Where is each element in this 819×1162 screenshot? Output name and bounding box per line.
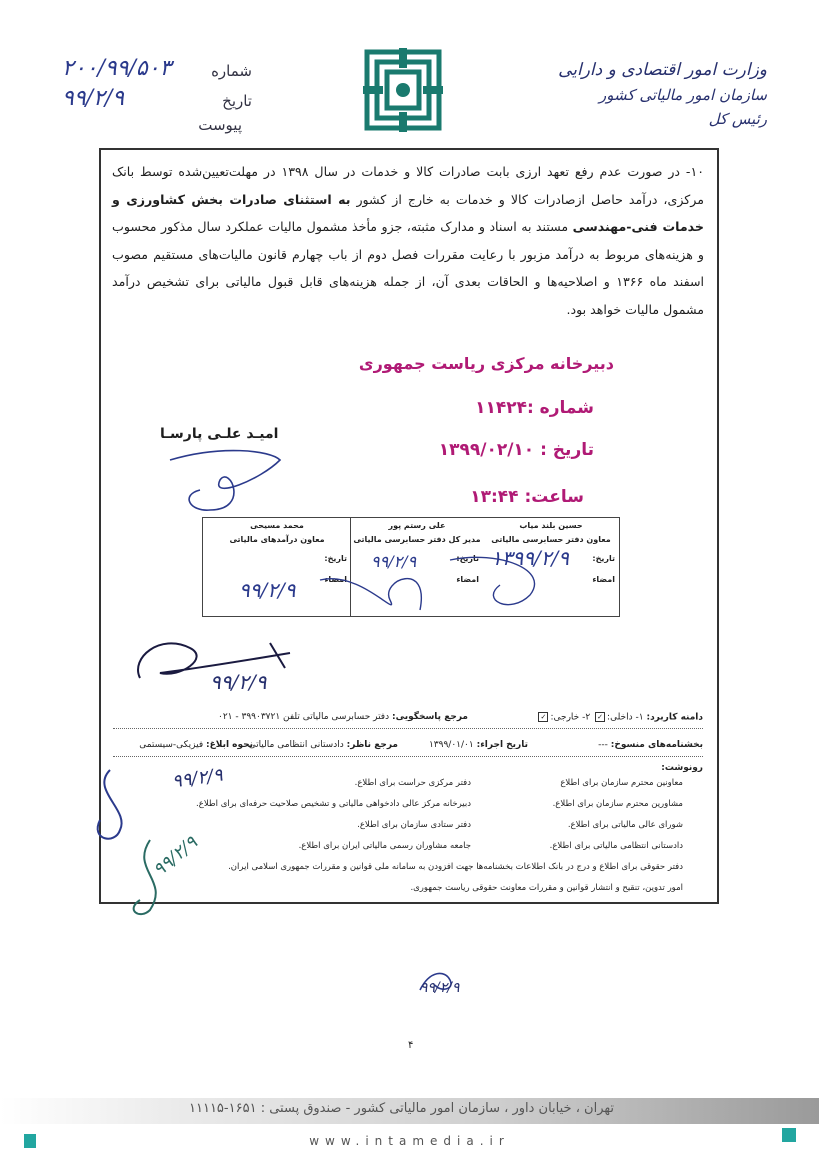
header-fields bbox=[62, 56, 252, 136]
exec-date-label: تاریخ اجراء: bbox=[476, 740, 528, 750]
external-label: ۲- خارجی: bbox=[550, 712, 591, 723]
attachment-label: پیوست bbox=[198, 116, 242, 134]
signer-name: امیـد علـی پارسـا bbox=[160, 426, 279, 442]
sign-col-sign-label: امضاء bbox=[456, 575, 479, 584]
handwritten-date: ۹۹/۲/۹ bbox=[210, 670, 267, 694]
cc-item: جامعه مشاوران رسمی مالیاتی ایران برای اطلاع. bbox=[298, 841, 471, 851]
sign-col-date-label: تاریخ: bbox=[592, 554, 615, 563]
sign-col-role: معاون درآمدهای مالیاتی bbox=[229, 535, 325, 544]
cc-item: امور تدوین، تنقیح و انتشار قوانین و مقررات معاونت حقوقی ریاست جمهوری. bbox=[410, 883, 683, 893]
footer-address: تهران ، خیابان داور ، سازمان امور مالیاتی کشور - صندوق پستی : ۱۶۵۱-۱۱۱۱۵ bbox=[189, 1101, 614, 1116]
cc-item: دفتر حقوقی برای اطلاع و درج در بانک اطلاعات بخشنامه‌ها جهت افزودن به سامانه ملی قوانین و مقررات جمهوری اسلامی ایران. bbox=[228, 862, 683, 872]
supervisor-label: مرجع ناظر: bbox=[346, 740, 398, 750]
exec-date-value: ۱۳۹۹/۰۱/۰۱ bbox=[428, 740, 474, 750]
date-value: ۹۹/۲/۹ bbox=[62, 86, 125, 111]
sign-col-sign-label: امضاء bbox=[324, 575, 347, 584]
tax-organization-logo bbox=[363, 48, 443, 132]
external-checkbox: ✓ bbox=[538, 712, 548, 722]
organization-name: سازمان امور مالیاتی کشور bbox=[599, 86, 767, 104]
notify-label: نحوه ابلاغ: bbox=[206, 740, 253, 750]
item-10-text-part2: مستند به اسناد و مدارک مثبته، جزو مأخذ مشمول مالیات عملکرد سال مذکور محسوب و هزینه‌های مربوط به درآمد مزبور با رعایت مقررات فصل دوم از باب چهارم قانون مالیات‌های مستقیم مصوب اسفند ماه ۱۳۶۶ و اصلاحیه‌ها و الحاقات بعدی آن، از جمله هزینه‌های قابل قبول مالیاتی برای تشخیص درآمد مشمول مالیات خواهد بود. bbox=[112, 219, 704, 317]
sign-col-handwritten-date: ۱۳۹۹/۲/۹ bbox=[491, 546, 569, 570]
sign-col-role: مدیر کل دفتر حسابرسی مالیاتی bbox=[353, 535, 481, 544]
reference-label: مرجع پاسخگویی: bbox=[392, 712, 468, 722]
cc-item: دفتر مرکزی حراست برای اطلاع. bbox=[354, 778, 471, 788]
cc-item: شورای عالی مالیاتی برای اطلاع. bbox=[567, 820, 683, 830]
reference-field bbox=[218, 712, 468, 722]
number-label: شماره bbox=[211, 62, 252, 80]
cc-heading: رونوشت: bbox=[661, 763, 703, 773]
cc-item: معاونین محترم سازمان برای اطلاع bbox=[560, 778, 683, 788]
repealed-value: --- bbox=[598, 740, 608, 750]
meta-row-2 bbox=[113, 736, 703, 757]
margin-note-green: ۹۹/۲/۹ bbox=[149, 832, 202, 881]
repealed-label: بخشنامه‌های منسوخ: bbox=[610, 740, 703, 750]
supervisor-value: دادستانی انتظامی مالیاتی bbox=[248, 740, 344, 750]
sign-col-role: معاون دفتر حسابرسی مالیاتی bbox=[491, 535, 611, 544]
number-value: ۲۰۰/۹۹/۵۰۳ bbox=[62, 56, 172, 81]
internal-checkbox: ✓ bbox=[595, 712, 605, 722]
ministry-name: وزارت امور اقتصادی و دارایی bbox=[558, 60, 767, 80]
repealed-field bbox=[598, 740, 703, 750]
corner-mark-right bbox=[782, 1128, 796, 1142]
sign-col-name: علی رستم پور bbox=[388, 521, 446, 530]
sign-col-sign-label: امضاء bbox=[592, 575, 615, 584]
item-10-bold-exception: به استثنای صادرات بخش کشاورزی و خدمات فنی-مهندسی bbox=[112, 191, 704, 234]
margin-note-blue: ۹۹/۲/۹ bbox=[170, 764, 225, 793]
sign-col-name: حسین بلند میاب bbox=[519, 521, 583, 530]
corner-mark-left bbox=[24, 1134, 36, 1148]
sign-col-handwritten-date: ۹۹/۲/۹ bbox=[371, 552, 417, 571]
item-10-text-part1: ۱۰- در صورت عدم رفع تعهد ارزی بابت صادرات کالا و خدمات در سال ۱۳۹۸ در مهلت‌تعیین‌شده توسط بانک مرکزی، درآمد حاصل ازصادرات کالا و خدمات به خارج از کشور bbox=[112, 164, 704, 207]
scope-label: دامنه کاربرد: bbox=[646, 712, 703, 723]
scope-field bbox=[536, 712, 703, 723]
reference-value: دفتر حسابرسی مالیاتی تلفن ۳۹۹۰۳۷۲۱ - ۰۲۱ bbox=[218, 712, 390, 722]
sign-col-date-label: تاریخ: bbox=[456, 554, 479, 563]
position-title: رئیس کل bbox=[708, 110, 767, 128]
letterhead bbox=[537, 60, 767, 134]
internal-label: ۱- داخلی: bbox=[607, 712, 644, 723]
stamp-number: شماره :۱۱۴۲۴ bbox=[475, 398, 594, 418]
exec-date-field bbox=[429, 740, 528, 750]
footer-website-link[interactable]: www.intamedia.ir bbox=[309, 1134, 510, 1148]
sign-col-handwritten-date: ۹۹/۲/۹ bbox=[239, 578, 296, 602]
meta-row-1 bbox=[113, 708, 703, 729]
cc-item: دفتر ستادی سازمان برای اطلاع. bbox=[357, 820, 471, 830]
notify-value: فیزیکی-سیستمی bbox=[139, 740, 204, 750]
table-signature-marks bbox=[300, 540, 560, 630]
supervisor-field bbox=[249, 740, 398, 750]
date-label: تاریخ bbox=[222, 92, 252, 110]
cc-item: دبیرخانه مرکز عالی دادخواهی مالیاتی و تشخیص صلاحیت حرفه‌ای برای اطلاع. bbox=[196, 799, 471, 809]
page-number: ۴ bbox=[408, 1040, 414, 1051]
sign-col-name: محمد مسیحی bbox=[250, 521, 304, 530]
notify-field bbox=[139, 740, 253, 750]
sign-col-date-label: تاریخ: bbox=[324, 554, 347, 563]
bottom-initials-date: ۹۹/۲/۹ bbox=[420, 980, 460, 996]
signature-mark bbox=[150, 440, 300, 520]
cc-item: مشاورین محترم سازمان برای اطلاع. bbox=[552, 799, 683, 809]
stamp-date: تاریخ : ۱۳۹۹/۰۲/۱۰ bbox=[438, 440, 594, 460]
stamp-title: دبیرخانه مرکزی ریاست جمهوری bbox=[358, 354, 614, 373]
cc-item: دادستانی انتظامی مالیاتی برای اطلاع. bbox=[549, 841, 683, 851]
stamp-time: ساعت: ۱۳:۴۴ bbox=[470, 487, 584, 507]
item-10-paragraph bbox=[112, 158, 704, 323]
